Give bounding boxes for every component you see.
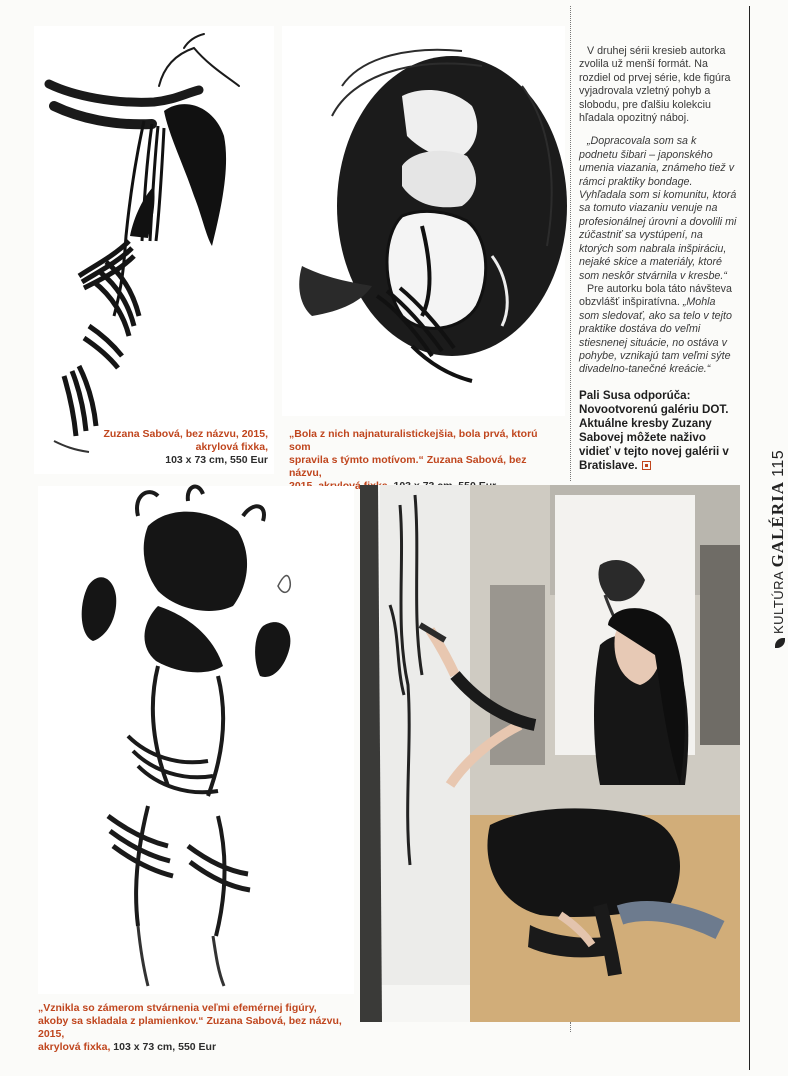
flying-figure-drawing — [34, 26, 274, 474]
artwork-flying-figure — [34, 26, 274, 474]
leaf-icon — [775, 638, 785, 648]
article-paragraph-3 — [579, 283, 737, 377]
column-divider-dotted-lower — [570, 1022, 571, 1032]
caption-artwork-2 — [289, 428, 559, 493]
caption-3-quote1: „Vznikla so zámerom stvárnenia veľmi efemérnej figúry, — [38, 1002, 317, 1014]
bound-figure-drawing — [282, 26, 565, 416]
sidebar-label — [768, 450, 788, 648]
article-paragraph-3b: „Mohla som sledovať, ako sa telo v tejto praktike dostáva do veľmi stiesnenej situácie, no ostáva v pohybe, vznikajú tam veľmi sýte divadelno-tanečné kreácie.“ — [579, 296, 732, 376]
article-paragraph-1: V druhej sérii kresieb autorka zvolila už menší formát. Na rozdiel od prvej série, kde figúra vyjadrovala vzletný pohyb a slobodu, pre ďalšiu kolekciu hľadala opozitný náboj. — [579, 45, 731, 125]
caption-1-line3: 103 x 73 cm, 550 Eur — [165, 454, 268, 466]
sidebar-brand: GALÉRIA — [768, 481, 787, 568]
caption-2-quote1: „Bola z nich najnaturalistickejšia, bola prvá, ktorú som — [289, 428, 538, 453]
photo-artist-studio — [360, 485, 740, 1022]
page-edge-rule — [749, 6, 750, 1070]
article-quote: „Dopracovala som sa k podnetu šibari – japonského umenia viazania, známeho tiež v rámci praktiky bondage. Vyhľadala som si komunitu, ktorá sa tomuto viazaniu venuje na profesionálnej úrovni a dovolili mi zúčastniť sa vystúpení, na ktorých som nabrala inšpiráciu, nejaké skice a materiály, ktoré som neskôr stvárnila v kresbe.“ — [579, 135, 737, 282]
caption-3-line3: akrylová fixka, — [38, 1041, 111, 1053]
page-number: 115 — [770, 449, 787, 477]
column-divider-dotted — [570, 6, 571, 481]
caption-3-name: Zuzana Sabová, bez názvu, 2015, — [38, 1015, 342, 1040]
recommendation-text: Pali Susa odporúča: Novootvorenú galériu DOT. Aktuálne kresby Zuzany Sabovej môžete naživo vidieť v tejto novej galérii v Bratislave. — [579, 388, 729, 472]
caption-3-size: 103 x 73 cm, 550 Eur — [110, 1041, 217, 1053]
caption-2-name: Zuzana Sabová, bez názvu, — [289, 454, 527, 479]
caption-artwork-1 — [90, 428, 268, 467]
article-paragraph-3a: Pre autorku bola táto návšteva obzvlášť inšpiratívna. — [579, 282, 732, 309]
artwork-bound-figure — [282, 26, 565, 416]
article-text — [579, 45, 737, 483]
end-mark-icon — [642, 461, 651, 470]
caption-3-quote2: akoby sa skladala z plamienkov.“ — [38, 1015, 204, 1027]
caption-1-line1: Zuzana Sabová, bez názvu, 2015, — [103, 428, 268, 440]
caption-artwork-3 — [38, 1002, 358, 1054]
artwork-flame-figure — [38, 486, 354, 994]
article-recommendation — [579, 389, 737, 473]
sidebar-section: KULTÚRA — [771, 571, 786, 634]
caption-1-line2: akrylová fixka, — [195, 441, 268, 453]
flame-figure-drawing — [38, 486, 354, 994]
page-sidebar — [754, 420, 787, 660]
studio-photo — [360, 485, 740, 1022]
caption-2-quote2: spravila s týmto motívom.“ — [289, 454, 424, 466]
